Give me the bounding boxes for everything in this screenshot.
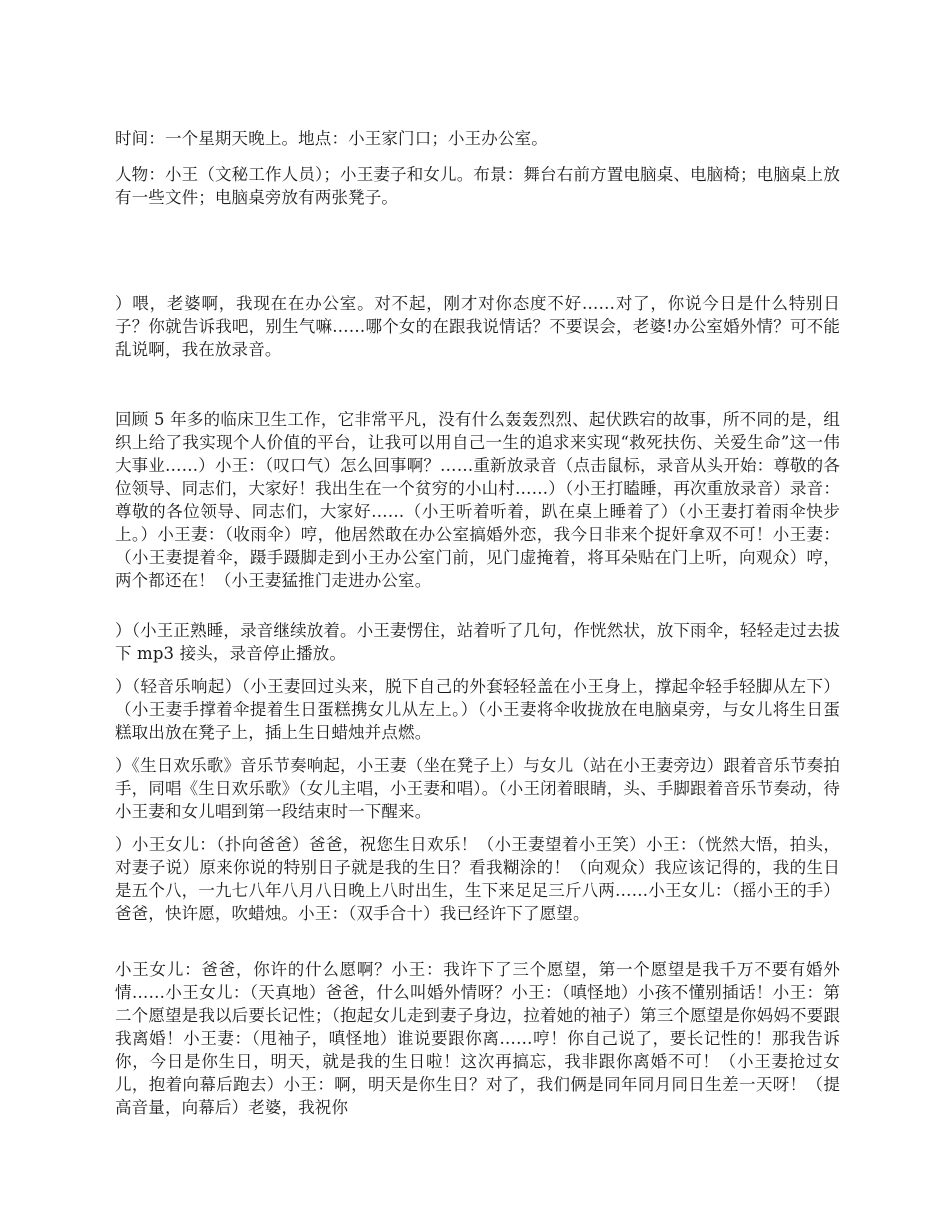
paragraph-characters-setting: 人物：小王（文秘工作人员）；小王妻子和女儿。布景：舞台右前方置电脑桌、电脑椅；电脑桌上放有一些文件；电脑桌旁放有两张凳子。 [115,165,840,207]
paragraph-recording: 回顾 5 年多的临床卫生工作，它非常平凡，没有什么轰轰烈烈、起伏跌宕的故事，所不同的是，组织上给了我实现个人价值的平台，让我可以用自己一生的追求来实现“救死扶伤、关爱生命”这一伟大事业……）小王：（叹口气）怎么回事啊？……重新放录音（点击鼠标，录音从头开始：尊敬的各位领导、同志们，大家好！我出生在一个贫穷的小山村……）（小王打瞌睡，再次重放录音）录音：尊敬的各位领导、同志们，大家好……（小王听着听着，趴在桌上睡着了）（小王妻打着雨伞快步上。）小王妻：（收雨伞）哼，他居然敢在办公室搞婚外恋，我今日非来个捉奸拿双不可！小王妻：（小王妻提着伞，蹑手蹑脚走到小王办公室门前，见门虚掩着，将耳朵贴在门上听，向观众）哼，两个都还在！（小王妻猛推门走进办公室。 [115,410,840,590]
paragraph-time-place: 时间：一个星期天晚上。地点：小王家门口；小王办公室。 [115,129,548,148]
paragraph-light-music: ）（轻音乐响起）（小王妻回过头来，脱下自己的外套轻轻盖在小王身上，撑起伞轻手轻脚从左下）（小王妻手撑着伞提着生日蛋糕携女儿从左上。）（小王妻将伞收拢放在电脑桌旁，与女儿将生日蛋糕取出放在凳子上，插上生日蜡烛并点燃。 [115,677,840,742]
paragraph-mp3-stop: ）（小王正熟睡，录音继续放着。小王妻愣住，站着听了几句，作恍然状，放下雨伞，轻轻走过去拔下 mp3 接头，录音停止播放。 [115,621,840,663]
paragraph-three-wishes: 小王女儿：爸爸，你许的什么愿啊？小王：我许下了三个愿望，第一个愿望是我千万不要有婚外情……小王女儿：（天真地）爸爸，什么叫婚外情呀？小王：（嗔怪地）小孩不懂别插话！小王：第二个愿望是我以后要长记性；（抱起女儿走到妻子身边，拉着她的袖子）第三个愿望是你妈妈不要跟我离婚！小王妻：（甩袖子，嗔怪地）谁说要跟你离……哼！你自己说了，要长记性的！那我告诉你，今日是你生日，明天，就是我的生日啦！这次再搞忘，我非跟你离婚不可！（小王妻抢过女儿，抱着向幕后跑去）小王：啊，明天是你生日？对了，我们俩是同年同月同日生差一天呀！（提高音量，向幕后）老婆，我祝你 [115,960,840,1117]
paragraph-birthday-song: ）《生日欢乐歌》音乐节奏响起，小王妻（坐在凳子上）与女儿（站在小王妻旁边）跟着音乐节奏拍手，同唱《生日欢乐歌》（女儿主唱，小王妻和唱）。（小王闭着眼睛，头、手脚跟着音乐节奏动，待小王妻和女儿唱到第一段结束时一下醒来。 [115,756,840,821]
paragraph-daughter-wishes: ）小王女儿：（扑向爸爸）爸爸，祝您生日欢乐！（小王妻望着小王笑）小王：（恍然大悟，拍头，对妻子说）原来你说的特别日子就是我的生日？看我糊涂的！（向观众）我应该记得的，我的生日是五个八，一九七八年八月八日晚上八时出生，生下来足足三斤八两……小王女儿：（摇小王的手）爸爸，快许愿，吹蜡烛。小王：（双手合十）我已经许下了愿望。 [115,835,840,923]
paragraph-phone-call: ）喂，老婆啊，我现在在办公室。对不起，刚才对你态度不好……对了，你说今日是什么特别日子？你就告诉我吧，别生气嘛……哪个女的在跟我说情话？不要误会，老婆!办公室婚外情？可不能乱说啊，我在放录音。 [115,294,840,359]
